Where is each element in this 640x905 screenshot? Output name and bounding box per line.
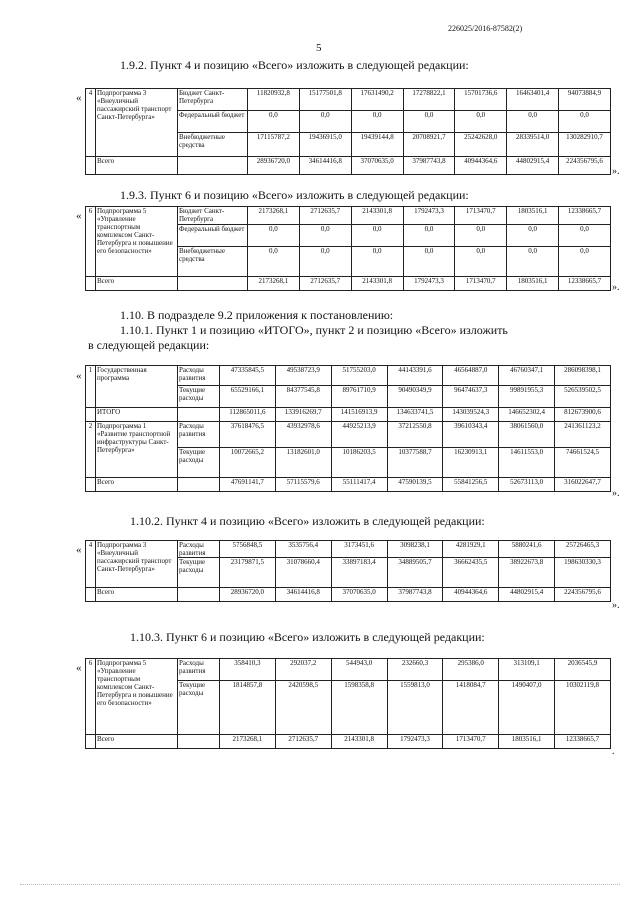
- table-row: [86, 366, 611, 386]
- cell: 2036545,9: [555, 659, 611, 681]
- cell: 0,0: [559, 111, 611, 133]
- expense-type: Расходы развития: [178, 659, 220, 681]
- cell: 19436915,0: [299, 133, 351, 157]
- cell: 1803516,1: [507, 277, 559, 291]
- cell: 33897183,4: [331, 558, 387, 588]
- cell: 1713470,7: [455, 207, 507, 225]
- close-quote: ».: [612, 600, 620, 611]
- cell: 17631490,2: [351, 89, 403, 111]
- cell: 14611553,0: [499, 448, 555, 478]
- expense-type: Текущие расходы: [178, 386, 220, 408]
- table-row: [86, 207, 611, 225]
- cell: 37987743,8: [403, 157, 455, 175]
- cell: 0,0: [507, 111, 559, 133]
- cell: 96474637,3: [443, 386, 499, 408]
- cell: 0,0: [351, 225, 403, 247]
- cell: 28339514,0: [507, 133, 559, 157]
- cell: 5756848,5: [220, 541, 276, 558]
- cell: 55111417,4: [331, 478, 387, 492]
- table-row: [86, 408, 611, 422]
- cell: 13182601,0: [275, 448, 331, 478]
- expense-type: Текущие расходы: [178, 448, 220, 478]
- cell: 52673113,0: [499, 478, 555, 492]
- cell: 130282910,7: [559, 133, 611, 157]
- cell: 12338665,7: [555, 735, 611, 749]
- cell: 10377588,7: [387, 448, 443, 478]
- cell: 37212550,8: [387, 422, 443, 448]
- open-quote: «: [76, 92, 82, 104]
- cell: 0,0: [403, 111, 455, 133]
- cell: 44925213,9: [331, 422, 387, 448]
- cell: 358410,3: [220, 659, 276, 681]
- cell: 89761710,9: [331, 386, 387, 408]
- funding-source: Бюджет Санкт-Петербурга: [178, 207, 248, 225]
- cell: 16230913,1: [443, 448, 499, 478]
- page-number: 5: [316, 42, 322, 54]
- table-row: [86, 89, 611, 111]
- cell: 47691141,7: [220, 478, 276, 492]
- cell: 46760347,1: [499, 366, 555, 386]
- cell: 1713470,7: [443, 735, 499, 749]
- cell: 2143301,8: [331, 735, 387, 749]
- cell: 44802915,4: [507, 157, 559, 175]
- row-number: [86, 408, 96, 422]
- cell: 25242628,0: [455, 133, 507, 157]
- cell: 19439144,8: [351, 133, 403, 157]
- cell: 2173268,1: [248, 277, 300, 291]
- table-row: [86, 659, 611, 681]
- cell: 34614416,8: [275, 588, 331, 602]
- funding-source: Внебюджетные средства: [178, 133, 248, 157]
- row-name: Всего: [96, 157, 178, 175]
- cell: 232660,3: [387, 659, 443, 681]
- cell: 0,0: [351, 247, 403, 277]
- table-row: [86, 422, 611, 448]
- cell: 57115579,6: [275, 478, 331, 492]
- row-number: 1: [86, 366, 96, 408]
- scan-edge-divider: [20, 884, 620, 886]
- row-number: 4: [86, 541, 96, 588]
- funding-source: Бюджет Санкт-Петербурга: [178, 89, 248, 111]
- cell: 84377545,8: [275, 386, 331, 408]
- cell: 526539502,5: [555, 386, 611, 408]
- cell: 10186203,5: [331, 448, 387, 478]
- cell: 31078660,4: [275, 558, 331, 588]
- row-name: Всего: [96, 588, 178, 602]
- heading-1-10: 1.10. В подразделе 9.2 приложения к постановлению:: [120, 308, 394, 322]
- row-name: Всего: [96, 277, 178, 291]
- cell: 224356795,6: [559, 157, 611, 175]
- close-quote: ».: [612, 282, 620, 293]
- funding-source: [178, 157, 248, 175]
- cell: 1559813,0: [387, 681, 443, 735]
- table-row: [86, 478, 611, 492]
- cell: 146652302,4: [499, 408, 555, 422]
- cell: 94073884,9: [559, 89, 611, 111]
- cell: 47335845,5: [220, 366, 276, 386]
- cell: 23179871,5: [220, 558, 276, 588]
- cell: 2143301,8: [351, 207, 403, 225]
- cell: 10072665,2: [220, 448, 276, 478]
- row-name: Государственная программа: [96, 366, 178, 408]
- row-name: Подпрограмма 5 «Управление транспортным комплексом Санкт-Петербурга и повышение его безопасности»: [96, 207, 178, 277]
- document-number: 226025/2016-87582(2): [448, 24, 523, 33]
- expense-type: Расходы развития: [178, 366, 220, 386]
- cell: 0,0: [351, 111, 403, 133]
- heading-1-9-3: 1.9.3. Пункт 6 и позицию «Всего» изложить в следующей редакции:: [120, 188, 469, 202]
- expense-type: Текущие расходы: [178, 681, 220, 735]
- cell: 812673900,6: [555, 408, 611, 422]
- row-number: [86, 478, 96, 492]
- cell: 38922673,8: [499, 558, 555, 588]
- cell: 16463401,4: [507, 89, 559, 111]
- row-number: [86, 157, 96, 175]
- cell: 133916269,7: [275, 408, 331, 422]
- expense-type: [178, 478, 220, 492]
- cell: 141516913,9: [331, 408, 387, 422]
- cell: 46564887,0: [443, 366, 499, 386]
- cell: 17115787,2: [248, 133, 300, 157]
- cell: 43932978,6: [275, 422, 331, 448]
- cell: 3098238,1: [387, 541, 443, 558]
- cell: 1418084,7: [443, 681, 499, 735]
- row-name: Подпрограмма 1 «Развитие транспортной инфраструктуры Санкт-Петербурга»: [96, 422, 178, 478]
- table-1-10-2: [85, 540, 611, 602]
- cell: 15177501,8: [299, 89, 351, 111]
- cell: 74661524,5: [555, 448, 611, 478]
- cell: 34889505,7: [387, 558, 443, 588]
- cell: 0,0: [455, 247, 507, 277]
- cell: 65529166,1: [220, 386, 276, 408]
- table-row: [86, 541, 611, 558]
- heading-1-10-2: 1.10.2. Пункт 4 и позицию «Всего» изложить в следующей редакции:: [130, 514, 485, 528]
- cell: 143039524,3: [443, 408, 499, 422]
- cell: 47590139,5: [387, 478, 443, 492]
- cell: 34614416,8: [299, 157, 351, 175]
- cell: 0,0: [455, 111, 507, 133]
- cell: 0,0: [299, 225, 351, 247]
- row-number: [86, 277, 96, 291]
- expense-type: [178, 588, 220, 602]
- cell: 2420598,5: [275, 681, 331, 735]
- cell: 90490349,9: [387, 386, 443, 408]
- funding-source: [178, 277, 248, 291]
- expense-type: [178, 408, 220, 422]
- cell: 99891955,3: [499, 386, 555, 408]
- row-number: 6: [86, 659, 96, 735]
- expense-type: Расходы развития: [178, 422, 220, 448]
- cell: 39610343,4: [443, 422, 499, 448]
- cell: 286098398,1: [555, 366, 611, 386]
- expense-type: Текущие расходы: [178, 558, 220, 588]
- cell: 1803516,1: [499, 735, 555, 749]
- funding-source: Федеральный бюджет: [178, 111, 248, 133]
- cell: 12338665,7: [559, 207, 611, 225]
- open-quote: «: [76, 370, 82, 382]
- table-1-10-1: [85, 365, 611, 492]
- cell: 2173268,1: [248, 207, 300, 225]
- close-quote: ».: [612, 488, 620, 499]
- cell: 37070635,0: [351, 157, 403, 175]
- cell: 17278822,1: [403, 89, 455, 111]
- cell: 0,0: [559, 225, 611, 247]
- cell: 37618476,5: [220, 422, 276, 448]
- cell: 0,0: [455, 225, 507, 247]
- row-name: Подпрограмма 3 «Внеуличный пассажирский транспорт Санкт-Петербурга»: [96, 541, 178, 588]
- cell: 316022647,7: [555, 478, 611, 492]
- cell: 1792473,3: [387, 735, 443, 749]
- cell: 0,0: [248, 247, 300, 277]
- row-number: 6: [86, 207, 96, 277]
- cell: 44143391,6: [387, 366, 443, 386]
- table-row: [86, 277, 611, 291]
- cell: 12338665,7: [559, 277, 611, 291]
- cell: 5880241,6: [499, 541, 555, 558]
- close-quote: ».: [612, 166, 620, 177]
- cell: 40944364,6: [443, 588, 499, 602]
- cell: 0,0: [248, 225, 300, 247]
- cell: 2712635,7: [299, 277, 351, 291]
- cell: 544943,0: [331, 659, 387, 681]
- row-end-period: .: [612, 746, 615, 757]
- funding-source: Внебюджетные средства: [178, 247, 248, 277]
- cell: 1713470,7: [455, 277, 507, 291]
- cell: 0,0: [559, 247, 611, 277]
- heading-1-10-1-cont: в следующей редакции:: [88, 338, 210, 352]
- row-name: ИТОГО: [96, 408, 178, 422]
- cell: 28936720,0: [248, 157, 300, 175]
- heading-1-10-3: 1.10.3. Пункт 6 и позицию «Всего» изложить в следующей редакции:: [130, 630, 485, 644]
- cell: 1490407,0: [499, 681, 555, 735]
- cell: 36662435,5: [443, 558, 499, 588]
- cell: 134633741,5: [387, 408, 443, 422]
- cell: 38061560,0: [499, 422, 555, 448]
- cell: 2143301,8: [351, 277, 403, 291]
- row-name: Подпрограмма 3 «Внеуличный пассажирский транспорт Санкт-Петербурга»: [96, 89, 178, 157]
- table-1-10-3: [85, 658, 611, 749]
- cell: 28936720,0: [220, 588, 276, 602]
- cell: 224356795,6: [555, 588, 611, 602]
- cell: 0,0: [403, 225, 455, 247]
- cell: 1803516,1: [507, 207, 559, 225]
- heading-1-9-2: 1.9.2. Пункт 4 и позицию «Всего» изложить в следующей редакции:: [120, 58, 469, 72]
- cell: 0,0: [299, 111, 351, 133]
- row-number: [86, 735, 96, 749]
- row-name: Всего: [96, 735, 178, 749]
- cell: 10302119,8: [555, 681, 611, 735]
- cell: 2173268,1: [220, 735, 276, 749]
- table-1-9-3: [85, 206, 611, 291]
- cell: 25726465,3: [555, 541, 611, 558]
- cell: 37987743,8: [387, 588, 443, 602]
- heading-1-10-1: 1.10.1. Пункт 1 и позицию «ИТОГО», пункт 2 и позицию «Всего» изложить: [120, 323, 508, 337]
- cell: 2712635,7: [299, 207, 351, 225]
- open-quote: «: [76, 210, 82, 222]
- row-name: Всего: [96, 478, 178, 492]
- cell: 40944364,6: [455, 157, 507, 175]
- table-1-9-2: [85, 88, 611, 175]
- cell: 292037,2: [275, 659, 331, 681]
- row-number: 2: [86, 422, 96, 478]
- cell: 0,0: [299, 247, 351, 277]
- cell: 198630330,3: [555, 558, 611, 588]
- cell: 1792473,3: [403, 207, 455, 225]
- row-number: [86, 588, 96, 602]
- cell: 2712635,7: [275, 735, 331, 749]
- open-quote: «: [76, 662, 82, 674]
- cell: 0,0: [248, 111, 300, 133]
- funding-source: Федеральный бюджет: [178, 225, 248, 247]
- table-row: [86, 735, 611, 749]
- cell: 0,0: [507, 247, 559, 277]
- cell: 20708921,7: [403, 133, 455, 157]
- cell: 51755203,0: [331, 366, 387, 386]
- cell: 44802915,4: [499, 588, 555, 602]
- cell: 313109,1: [499, 659, 555, 681]
- table-row: [86, 157, 611, 175]
- expense-type: Расходы развития: [178, 541, 220, 558]
- row-number: 4: [86, 89, 96, 157]
- cell: 11820932,8: [248, 89, 300, 111]
- cell: 4281929,1: [443, 541, 499, 558]
- cell: 1792473,3: [403, 277, 455, 291]
- row-name: Подпрограмма 5 «Управление транспортным комплексом Санкт-Петербурга и повышение его безопасности»: [96, 659, 178, 735]
- cell: 55841256,5: [443, 478, 499, 492]
- cell: 15701736,6: [455, 89, 507, 111]
- cell: 295386,0: [443, 659, 499, 681]
- open-quote: «: [76, 544, 82, 556]
- cell: 3535756,4: [275, 541, 331, 558]
- cell: 1598358,8: [331, 681, 387, 735]
- cell: 3173451,6: [331, 541, 387, 558]
- cell: 112865011,6: [220, 408, 276, 422]
- cell: 241361123,2: [555, 422, 611, 448]
- cell: 0,0: [507, 225, 559, 247]
- cell: 1814857,8: [220, 681, 276, 735]
- cell: 37070635,0: [331, 588, 387, 602]
- table-row: [86, 588, 611, 602]
- cell: 49538723,9: [275, 366, 331, 386]
- cell: 0,0: [403, 247, 455, 277]
- expense-type: [178, 735, 220, 749]
